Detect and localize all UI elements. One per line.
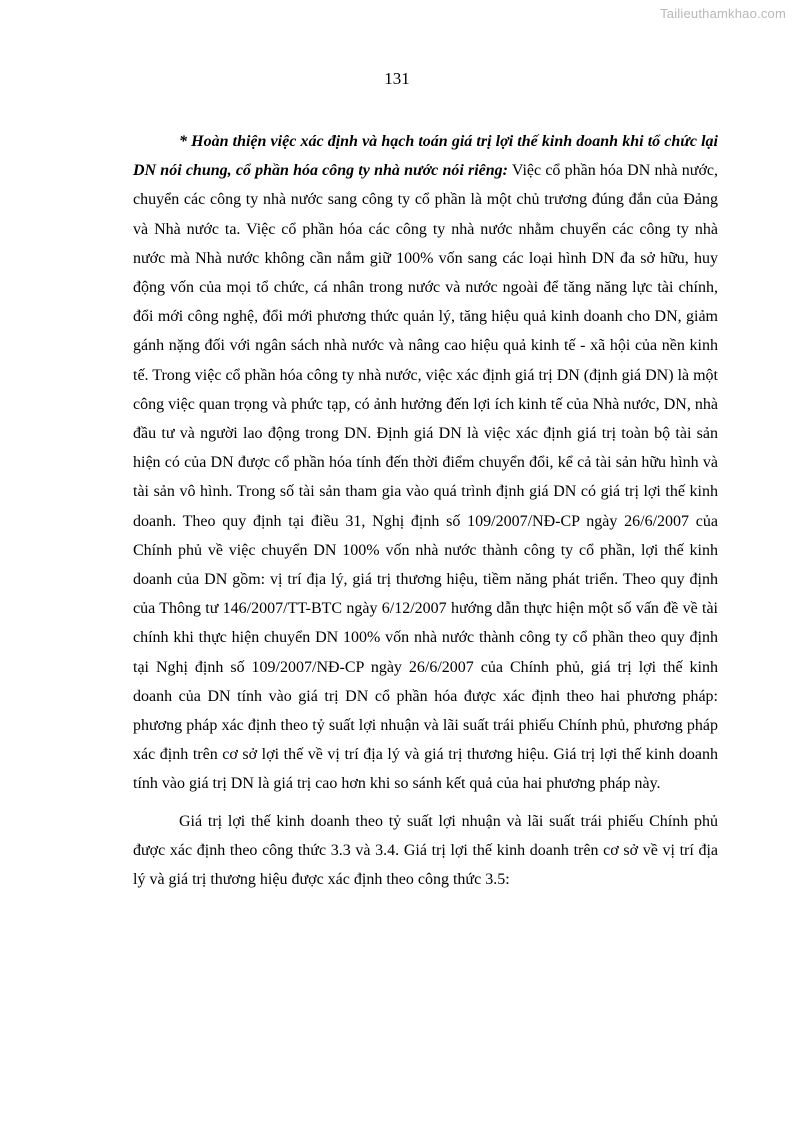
page-number: 131 [384, 69, 410, 88]
paragraph-1-lead: * Hoàn thiện việc xác định và hạch toán giá trị lợi thế kinh doanh khi tổ chức lại DN nói chung, cổ phần hóa công ty nhà nước nói riêng: [133, 133, 718, 180]
watermark-text: Tailieuthamkhao.com [660, 6, 786, 21]
body-text [133, 127, 718, 894]
paragraph-1 [133, 127, 718, 799]
paragraph-2 [133, 807, 718, 895]
paragraph-1-text: Việc cổ phần hóa DN nhà nước, chuyển các công ty nhà nước sang công ty cổ phần là một chủ trương đúng đắn của Đảng và Nhà nước ta. Việc cổ phần hóa các công ty nhà nước nhằm chuyển các công ty nhà nước mà Nhà nước không cần nắm giữ 100% vốn sang các loại hình DN đa sở hữu, huy động vốn của mọi tổ chức, cá nhân trong nước và nước ngoài để tăng năng lực tài chính, đổi mới công nghệ, đổi mới phương thức quản lý, tăng hiệu quả kinh doanh cho DN, giảm gánh nặng đối với ngân sách nhà nước và nâng cao hiệu quả kinh tế - xã hội của nền kinh tế. Trong việc cổ phần hóa công ty nhà nước, việc xác định giá trị DN (định giá DN) là một công việc quan trọng và phức tạp, có ảnh hưởng đến lợi ích kinh tế của Nhà nước, DN, nhà đầu tư và người lao động trong DN. Định giá DN là việc xác định giá trị toàn bộ tài sản hiện có của DN được cổ phần hóa tính đến thời điểm chuyển đổi, kể cả tài sản hữu hình và tài sản vô hình. Trong số tài sản tham gia vào quá trình định giá DN có giá trị lợi thế kinh doanh. Theo quy định tại điều 31, Nghị định số 109/2007/NĐ-CP ngày 26/6/2007 của Chính phủ về việc chuyển DN 100% vốn nhà nước thành công ty cổ phần, lợi thế kinh doanh của DN gồm: vị trí địa lý, giá trị thương hiệu, tiềm năng phát triển. Theo quy định của Thông tư 146/2007/TT-BTC ngày 6/12/2007 hướng dẫn thực hiện một số vấn đề về tài chính khi thực hiện chuyển DN 100% vốn nhà nước thành công ty cổ phần theo quy định tại Nghị định số 109/2007/NĐ-CP ngày 26/6/2007 của Chính phủ, giá trị lợi thế kinh doanh của DN tính vào giá trị DN cổ phần hóa được xác định theo hai phương pháp: phương pháp xác định theo tỷ suất lợi nhuận và lãi suất trái phiếu Chính phủ, phương pháp xác định trên cơ sở lợi thế về vị trí địa lý và giá trị thương hiệu. Giá trị lợi thế kinh doanh tính vào giá trị DN là giá trị cao hơn khi so sánh kết quả của hai phương pháp này. [133, 162, 719, 793]
paragraph-2-text: Giá trị lợi thế kinh doanh theo tỷ suất lợi nhuận và lãi suất trái phiếu Chính phủ được xác định theo công thức 3.3 và 3.4. Giá trị lợi thế kinh doanh trên cơ sở về vị trí địa lý và giá trị thương hiệu được xác định theo công thức 3.5: [133, 812, 718, 889]
